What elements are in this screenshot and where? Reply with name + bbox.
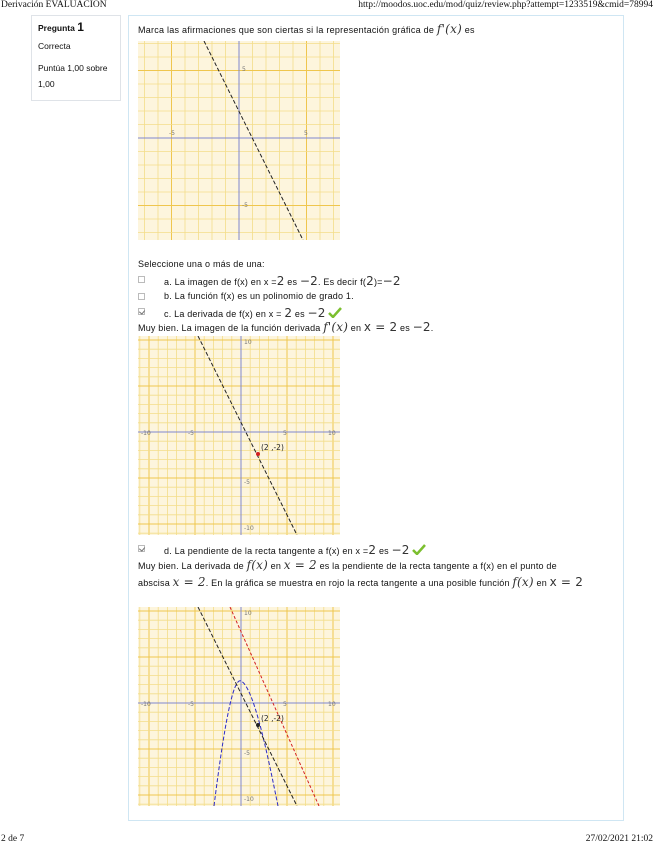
question-number-value: 1: [77, 20, 84, 34]
print-url: http://moodos.uoc.edu/mod/quiz/review.php?attempt=1233519&cmid=78994: [358, 0, 653, 10]
print-title: Derivación EVALUACION: [1, 0, 107, 10]
derivative-graph: [138, 41, 340, 240]
tick-y-10: 10: [244, 339, 252, 346]
tick-x-neg5: -5: [188, 701, 194, 708]
tick-y-neg5: -5: [242, 202, 248, 209]
tick-y-neg5: -5: [244, 479, 250, 486]
tick-x-neg5: -5: [188, 430, 194, 437]
option-b-checkbox[interactable]: [138, 293, 145, 300]
option-c-checkbox[interactable]: [138, 308, 145, 315]
question-grade: Puntúa 1,00 sobre 1,00: [38, 63, 108, 89]
page-number: 2 de 7: [1, 834, 25, 844]
tick-x-5: 5: [283, 430, 287, 437]
tick-x-neg5: -5: [169, 130, 175, 137]
options-prompt: Seleccione una o más de una:: [138, 259, 265, 269]
question-info-box: [31, 15, 121, 101]
tick-x-10: 10: [328, 701, 336, 708]
correct-check-icon: [328, 307, 342, 318]
tick-x-10: 10: [328, 430, 336, 437]
point-label: (2 ,-2): [261, 714, 284, 723]
tick-y-10: 10: [244, 610, 252, 617]
point-label: (2 ,-2): [261, 443, 284, 452]
math-fprime: f'(x): [436, 22, 463, 36]
question-state: Correcta: [38, 41, 71, 51]
tick-x-5: 5: [304, 130, 308, 137]
derivative-graph-svg: [138, 41, 340, 240]
feedback-graph-d: [138, 607, 340, 806]
print-datetime: 27/02/2021 21:02: [585, 834, 653, 844]
question-text: Marca las afirmaciones que son ciertas si la representación gráfica de f'(x) es: [138, 22, 475, 36]
point-2-neg2: [256, 452, 260, 456]
point-2-neg2: [256, 723, 260, 727]
feedback-graph-d-svg: [138, 607, 340, 806]
tick-y-5: 5: [242, 66, 246, 73]
option-a-checkbox[interactable]: [138, 276, 145, 283]
feedback-graph-c-svg: [138, 336, 340, 535]
option-d-checkbox[interactable]: [138, 545, 145, 552]
feedback-graph-c: [138, 336, 340, 535]
tick-x-5: 5: [283, 701, 287, 708]
tick-y-neg10: -10: [244, 796, 254, 803]
tick-x-neg10: -10: [141, 430, 151, 437]
tick-x-neg10: -10: [141, 701, 151, 708]
question-label: Pregunta: [38, 23, 75, 33]
correct-check-icon: [412, 544, 426, 555]
feedback-option-c: Muy bien. La imagen de la función derivada f'(x) en x = 2 es −2.: [138, 320, 434, 334]
question-number: [38, 20, 114, 34]
print-header: [0, 0, 655, 12]
tick-y-neg5: -5: [244, 750, 250, 757]
feedback-option-d: Muy bien. La derivada de f(x) en x = 2 es la pendiente de la recta tangente a f(x) en el punto de abscisa x = 2. En la gráfica se muestra en rojo la recta tangente a una posible función f(x) en x = 2: [138, 558, 584, 589]
print-footer: [0, 834, 655, 848]
tick-y-neg10: -10: [244, 525, 254, 532]
